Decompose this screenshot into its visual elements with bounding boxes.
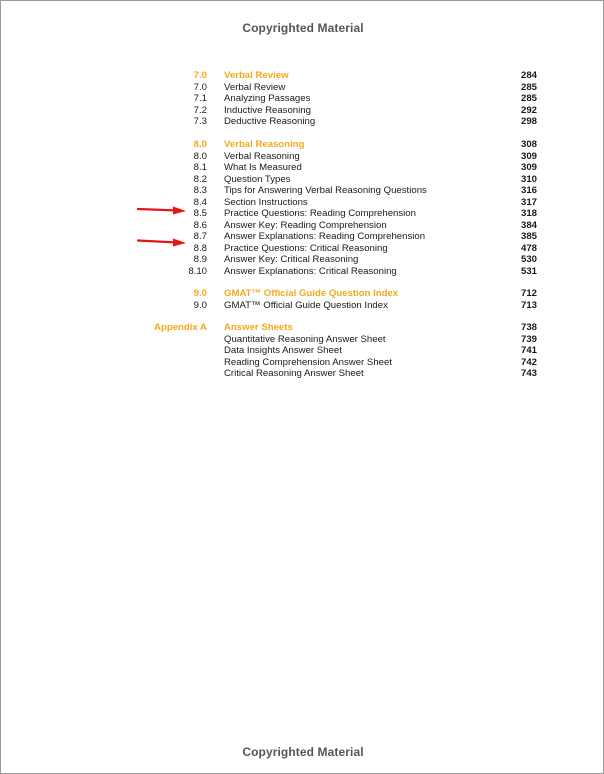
red-arrow-icon xyxy=(137,237,189,247)
toc-page-number: 292 xyxy=(520,104,537,116)
toc-page-number: 285 xyxy=(520,81,537,93)
toc-entry[interactable] xyxy=(1,93,604,105)
toc-entry[interactable] xyxy=(1,185,604,197)
toc-page-number: 384 xyxy=(520,219,537,231)
toc-page-number: 385 xyxy=(520,231,537,242)
toc-number: 8.5 xyxy=(193,208,207,219)
toc-entry[interactable] xyxy=(1,300,604,312)
toc-page-number: 310 xyxy=(520,173,537,185)
toc-title: Data Insights Answer Sheet xyxy=(224,345,342,356)
toc-title: What Is Measured xyxy=(224,162,302,173)
toc-title: Answer Explanations: Critical Reasoning xyxy=(224,265,397,277)
toc-entry[interactable] xyxy=(1,266,604,278)
toc-title: Section Instructions xyxy=(224,196,308,208)
toc-entry[interactable] xyxy=(1,151,604,163)
toc-title: Critical Reasoning Answer Sheet xyxy=(224,368,364,379)
toc-section-heading[interactable] xyxy=(1,322,604,334)
toc-title: Deductive Reasoning xyxy=(224,116,316,127)
toc-page-number: 743 xyxy=(520,368,537,379)
toc-entry[interactable] xyxy=(1,368,604,380)
toc-page-number: 318 xyxy=(520,208,537,219)
toc-section xyxy=(1,288,604,311)
toc-entry[interactable] xyxy=(1,357,604,369)
toc-number: 8.9 xyxy=(193,254,207,265)
toc-number: Appendix A xyxy=(154,322,207,333)
toc-number: 8.1 xyxy=(193,162,207,173)
toc-entry[interactable] xyxy=(1,82,604,94)
toc-page-number: 713 xyxy=(520,299,537,311)
toc-section xyxy=(1,139,604,277)
toc-number: 8.8 xyxy=(193,242,207,254)
toc-title: Quantitative Reasoning Answer Sheet xyxy=(224,333,386,345)
toc-section xyxy=(1,70,604,128)
toc-page-number: 309 xyxy=(520,150,537,162)
toc-page-number: 741 xyxy=(520,345,537,356)
toc-page-number: 317 xyxy=(520,196,537,208)
toc-number: 7.0 xyxy=(193,81,207,93)
toc-entry[interactable] xyxy=(1,345,604,357)
toc-title: Verbal Review xyxy=(224,81,286,93)
toc-title: Verbal Review xyxy=(224,70,289,81)
toc-number: 8.4 xyxy=(193,196,207,208)
toc-entry[interactable] xyxy=(1,334,604,346)
toc-title: Answer Key: Reading Comprehension xyxy=(224,219,387,231)
toc-number: 8.0 xyxy=(193,150,207,162)
toc-page-number: 742 xyxy=(520,356,537,368)
toc-number: 9.0 xyxy=(193,299,207,311)
toc-entry[interactable] xyxy=(1,105,604,117)
toc-title: Inductive Reasoning xyxy=(224,104,311,116)
toc-page-number: 309 xyxy=(520,162,537,173)
toc-section xyxy=(1,322,604,380)
toc-title: GMAT™ Official Guide Question Index xyxy=(224,299,388,311)
toc-title: Analyzing Passages xyxy=(224,93,311,104)
toc-number: 7.3 xyxy=(193,116,207,127)
toc-page-number: 478 xyxy=(520,242,537,254)
toc-title: Answer Sheets xyxy=(224,322,293,333)
toc-entry[interactable] xyxy=(1,174,604,186)
toc-page-number: 298 xyxy=(520,116,537,127)
toc-title: Answer Key: Critical Reasoning xyxy=(224,254,359,265)
toc-entry[interactable] xyxy=(1,243,604,255)
toc-number: 7.2 xyxy=(193,104,207,116)
toc-page-number: 316 xyxy=(520,185,537,196)
toc-title: Practice Questions: Critical Reasoning xyxy=(224,242,388,254)
toc-number: 7.1 xyxy=(193,93,207,104)
toc-section-heading[interactable] xyxy=(1,70,604,82)
toc-number: 7.0 xyxy=(193,70,207,81)
toc-page-number: 739 xyxy=(520,333,537,345)
toc-number: 9.0 xyxy=(193,288,207,299)
toc-section-heading[interactable] xyxy=(1,139,604,151)
toc-page-number: 712 xyxy=(520,288,537,299)
copyright-footer: Copyrighted Material xyxy=(242,745,364,759)
toc-section-heading[interactable] xyxy=(1,288,604,300)
toc-number: 8.6 xyxy=(193,219,207,231)
toc-title: Question Types xyxy=(224,173,291,185)
toc-entry[interactable] xyxy=(1,162,604,174)
toc-title: GMAT™ Official Guide Question Index xyxy=(224,288,399,299)
toc-number: 8.0 xyxy=(193,139,207,150)
copyright-header: Copyrighted Material xyxy=(242,21,364,35)
toc-title: Practice Questions: Reading Comprehension xyxy=(224,208,416,219)
toc-title: Verbal Reasoning xyxy=(224,139,305,150)
red-arrow-icon xyxy=(137,205,189,215)
toc-entry[interactable] xyxy=(1,254,604,266)
toc-title: Verbal Reasoning xyxy=(224,150,300,162)
toc-page-number: 738 xyxy=(520,322,537,333)
toc-entry[interactable] xyxy=(1,231,604,243)
toc-entry[interactable] xyxy=(1,220,604,232)
toc-entry[interactable] xyxy=(1,116,604,128)
toc-entry[interactable] xyxy=(1,197,604,209)
toc-page-number: 285 xyxy=(520,93,537,104)
toc-number: 8.2 xyxy=(193,173,207,185)
toc-page-number: 284 xyxy=(520,70,537,81)
toc-number: 8.10 xyxy=(188,265,207,277)
toc-page-number: 531 xyxy=(520,265,537,277)
toc-page-number: 308 xyxy=(520,139,537,150)
toc-title: Reading Comprehension Answer Sheet xyxy=(224,356,392,368)
toc-page-number: 530 xyxy=(520,254,537,265)
toc-number: 8.7 xyxy=(193,231,207,242)
toc-entry[interactable] xyxy=(1,208,604,220)
toc-number: 8.3 xyxy=(193,185,207,196)
toc-title: Tips for Answering Verbal Reasoning Questions xyxy=(224,185,427,196)
toc-title: Answer Explanations: Reading Comprehension xyxy=(224,231,426,242)
